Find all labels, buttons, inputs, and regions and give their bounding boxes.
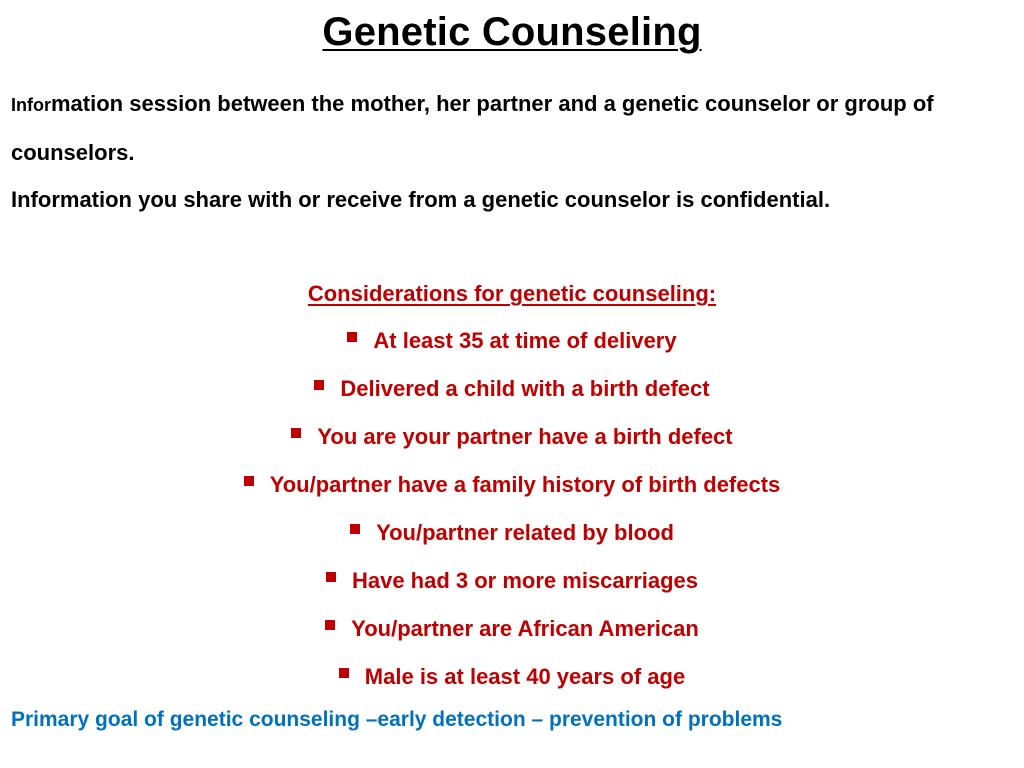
list-item-text: At least 35 at time of delivery xyxy=(373,328,677,353)
list-item xyxy=(0,365,1024,413)
list-item-text: Have had 3 or more miscarriages xyxy=(351,568,699,593)
list-item-text: Male is at least 40 years of age xyxy=(364,664,686,689)
list-item xyxy=(0,653,1024,701)
intro-line-1-rest: mation session between the mother, her partner and a genetic counselor or group of counselors. xyxy=(11,91,934,165)
square-bullet-icon xyxy=(244,476,254,486)
intro-paragraph-2: Information you share with or receive from a genetic counselor is confidential. xyxy=(11,187,831,212)
square-bullet-icon xyxy=(325,620,335,630)
list-item-text: You/partner are African American xyxy=(351,616,699,641)
list-item-text: You/partner related by blood xyxy=(376,520,674,545)
intro-text xyxy=(11,80,1016,223)
primary-goal-text: Primary goal of genetic counseling –early detection – prevention of problems xyxy=(11,708,783,731)
considerations-heading: Considerations for genetic counseling: xyxy=(307,281,717,306)
list-item xyxy=(0,509,1024,557)
considerations-list xyxy=(0,317,1024,701)
square-bullet-icon xyxy=(326,572,336,582)
list-item xyxy=(0,317,1024,365)
list-item xyxy=(0,413,1024,461)
square-bullet-icon xyxy=(314,380,324,390)
considerations-section xyxy=(0,270,1024,701)
square-bullet-icon xyxy=(291,428,301,438)
square-bullet-icon xyxy=(347,332,357,342)
slide-title: Genetic Counseling xyxy=(322,10,702,54)
list-item xyxy=(0,461,1024,509)
square-bullet-icon xyxy=(339,668,349,678)
square-bullet-icon xyxy=(350,524,360,534)
list-item-text: You are your partner have a birth defect xyxy=(317,424,733,449)
intro-prefix: Infor xyxy=(11,95,51,115)
list-item xyxy=(0,557,1024,605)
list-item-text: Delivered a child with a birth defect xyxy=(340,376,710,401)
intro-paragraph-1 xyxy=(11,80,1016,176)
list-item xyxy=(0,605,1024,653)
list-item-text: You/partner have a family history of birth defects xyxy=(269,472,781,497)
